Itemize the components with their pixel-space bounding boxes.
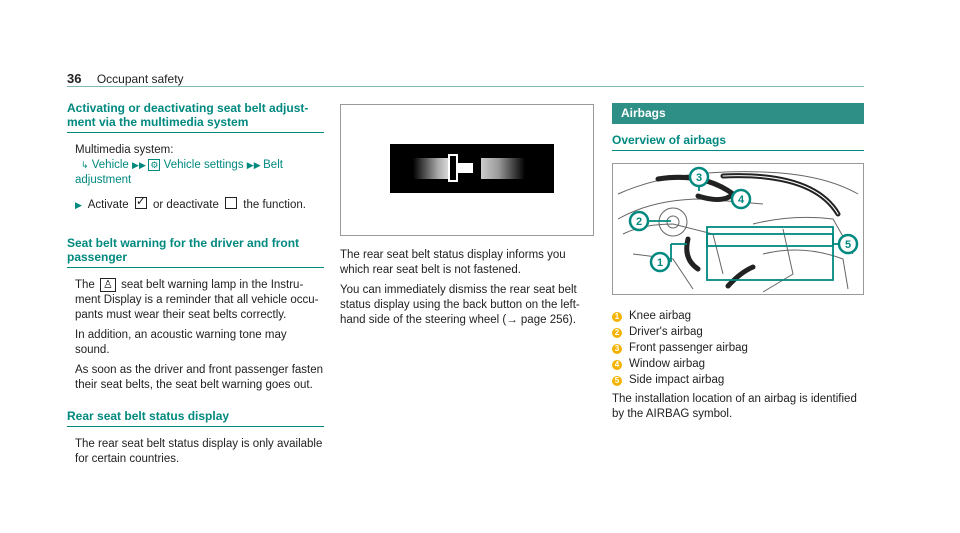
menu-path: [81, 158, 324, 173]
callout-badge: 4: [612, 360, 622, 370]
section-banner-airbags: Airbags: [612, 103, 864, 124]
activate-instruction: ▶ Activate ✓ or deactivate the function.: [75, 197, 324, 213]
callout-badge: 1: [612, 312, 622, 322]
legend-item: 1 Knee airbag: [612, 309, 864, 324]
airbag-note-2: by the AIRBAG symbol.: [612, 408, 733, 420]
path-vehicle: Vehicle: [91, 159, 129, 171]
callout-2-label: 2: [635, 216, 643, 228]
bullet-arrow-icon: ▶: [75, 200, 82, 210]
page-number: 36: [67, 71, 82, 86]
heading-divider: [612, 150, 864, 151]
header-divider: [67, 86, 864, 87]
col2-text-4: status display using the back button on the left-: [340, 299, 580, 311]
belt-status-illustration: [341, 105, 593, 235]
col2-text-3: You can immediately dismiss the rear seat belt: [340, 284, 577, 296]
intro-text: Multimedia system:: [75, 144, 174, 156]
callout-badge: 5: [612, 376, 622, 386]
legend-item: 5 Side impact airbag: [612, 373, 864, 388]
col2-text-1: The rear seat belt status display informs you: [340, 249, 566, 261]
legend-item: 2 Driver's airbag: [612, 325, 864, 340]
col2-text-2: which rear seat belt is not fastened.: [340, 264, 521, 276]
rear-belt-display-image: [340, 104, 594, 236]
heading-rear-seat-belt: Rear seat belt status display: [67, 409, 230, 423]
path-belt: Belt: [263, 159, 283, 171]
callout-badge: 2: [612, 328, 622, 338]
chevron-right-icon: ▶▶: [132, 160, 149, 170]
checkbox-checked-icon: [135, 197, 147, 209]
page-header: [67, 71, 184, 86]
airbag-note-1: The installation location of an airbag is identified: [612, 393, 857, 405]
col2-text-5: hand side of the steering wheel (→ page 256).: [340, 314, 576, 326]
column-1: [67, 101, 324, 467]
heading-seat-belt-warning: Seat belt warning for the driver and front passenger: [67, 236, 300, 264]
car-settings-icon: ⚙: [150, 160, 159, 170]
section-title: Occupant safety: [96, 72, 184, 86]
heading-seat-belt-adjust: Activating or deactivating seat belt adjust- ment via the multimedia system: [67, 101, 309, 129]
path-vehicle-settings: Vehicle settings: [163, 159, 244, 171]
callout-1-label: 1: [656, 257, 664, 269]
airbag-legend: [612, 309, 864, 388]
legend-item: 4 Window airbag: [612, 357, 864, 372]
callout-3-label: 3: [695, 172, 703, 184]
callout-badge: 3: [612, 344, 622, 354]
path-arrow-icon: ↳: [81, 160, 89, 170]
path-belt-adjustment: adjustment: [75, 174, 132, 186]
heading-divider: [67, 426, 324, 427]
rear-belt-text: The rear seat belt status display is only available for certain countries.: [75, 438, 323, 465]
heading-divider: [67, 267, 324, 268]
legend-item: 3 Front passenger airbag: [612, 341, 864, 356]
checkbox-empty-icon: [225, 197, 237, 209]
column-3: [612, 103, 864, 422]
airbag-overview-image: [612, 163, 864, 295]
heading-airbag-overview: Overview of airbags: [612, 133, 727, 147]
car-interior-illustration: [613, 164, 863, 294]
seat-belt-warning-text: The ♙ seat belt warning lamp in the Instru- ment Display is a reminder that all vehicle occu- pants must wear their seat belts correctly. In addition, an acoustic warning tone may sound. As soon as the driver and front passenger fasten their seat belts, the seat belt warning goes out.: [75, 279, 324, 391]
callout-5-label: 5: [844, 239, 852, 251]
chevron-right-icon: ▶▶: [246, 160, 264, 170]
seat-belt-icon: ♙: [100, 278, 116, 292]
heading-divider: [67, 132, 324, 133]
callout-4-label: 4: [737, 194, 745, 206]
column-2: [340, 104, 594, 328]
